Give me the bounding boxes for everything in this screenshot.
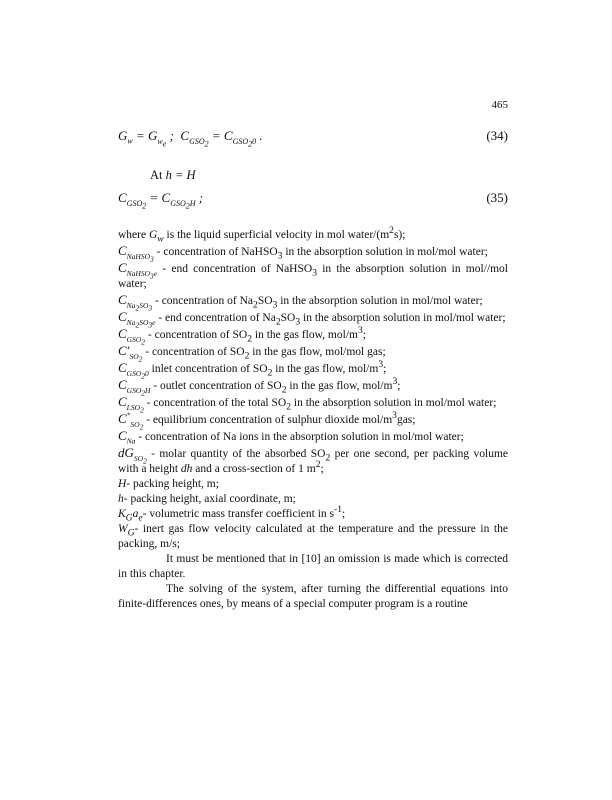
definitions-body	[118, 225, 508, 612]
equation-34	[118, 128, 508, 149]
def-h-cap: H- packing height, m;	[118, 478, 219, 490]
page-number: 465	[491, 99, 508, 111]
equation-35-number: (35)	[486, 190, 508, 205]
equation-35-body: $C_{GSO_2} = C_{GSO_2H}$ ;	[118, 190, 204, 211]
def-dgso2: $dG_{SO_2}$ - molar quantity of the absorbed $SO_2$ per one second, per packing volume with a height dh and a cross-section of 1 $m^2$;	[118, 445, 508, 475]
paragraph-solving: The solving of the system, after turning the differential equations into finite-differences ones, by means of a special computer program is a routine	[118, 583, 508, 610]
def-c-na2so3-end: $C_{Na_2SO_3e}$ - end concentration of $Na_2SO_3$ in the absorption solution in mol/mol water;	[118, 309, 506, 330]
def-c-nahso3-end: $C_{NaHSO_3e}$ - end concentration of NaHSO$_3$ in the absorption solution in mol//mol water;	[118, 260, 508, 290]
def-c-nahso3: $C_{NaHSO_3}$ - concentration of NaHSO$_3$ in the absorption solution in mol/mol water;	[118, 243, 488, 264]
def-c-lso2: $C_{LSO_2}$ - concentration of the total $SO_2$ in the absorption solution in mol/mol water;	[118, 394, 497, 415]
at-h-equals-H: At h = H	[150, 168, 196, 182]
def-c-gso2-outlet: $C_{GSO_2H}$ - outlet concentration of $SO_2$ in the gas flow, mol/$m^3$;	[118, 376, 401, 398]
def-c-gso2-inlet: $C_{GSO_20}$ inlet concentration of $SO_2$ in the gas flow, mol/$m^3$;	[118, 359, 387, 381]
equation-34-number: (34)	[486, 128, 508, 143]
def-c-na: $C_{Na}$ - concentration of Na ions in the absorption solution in mol/mol water;	[118, 428, 464, 446]
def-c-na2so3: $C_{Na_2SO_3}$ - concentration of $Na_2SO_3$ in the absorption solution in mol/mol water;	[118, 292, 483, 313]
def-wg: $W_G-$ inert gas flow velocity calculated at the temperature and the pressure in the packing, m/s;	[118, 523, 508, 550]
def-c-star-so2: $C^*_{SO_2}$ - equilibrium concentration of sulphur dioxide mol/$m^3gas$;	[118, 410, 416, 432]
def-kga: $K_Ga_e-$ volumetric mass transfer coefficient in $s^{-1}$;	[118, 504, 346, 524]
equation-35	[118, 190, 508, 211]
equation-34-body: $G_w = G_{w_e}$ ; $C_{GSO_2} = C_{GSO_20}$ .	[118, 128, 263, 149]
def-c-gso2: $C_{GSO_2}$ - concentration of $SO_2$ in the gas flow, mol/$m^3$;	[118, 325, 366, 347]
def-gw: where $G_w$ is the liquid superficial velocity in mol water/$(m^2s)$;	[118, 225, 406, 245]
def-c-prime-so2: $C'_{SO_2}$ - concentration of $SO_2$ in the gas flow, mol/mol gas;	[118, 343, 386, 364]
def-h-low: h- packing height, axial coordinate, m;	[118, 493, 296, 505]
paragraph-omission: It must be mentioned that in [10] an omission is made which is corrected in this chapter.	[118, 553, 508, 580]
